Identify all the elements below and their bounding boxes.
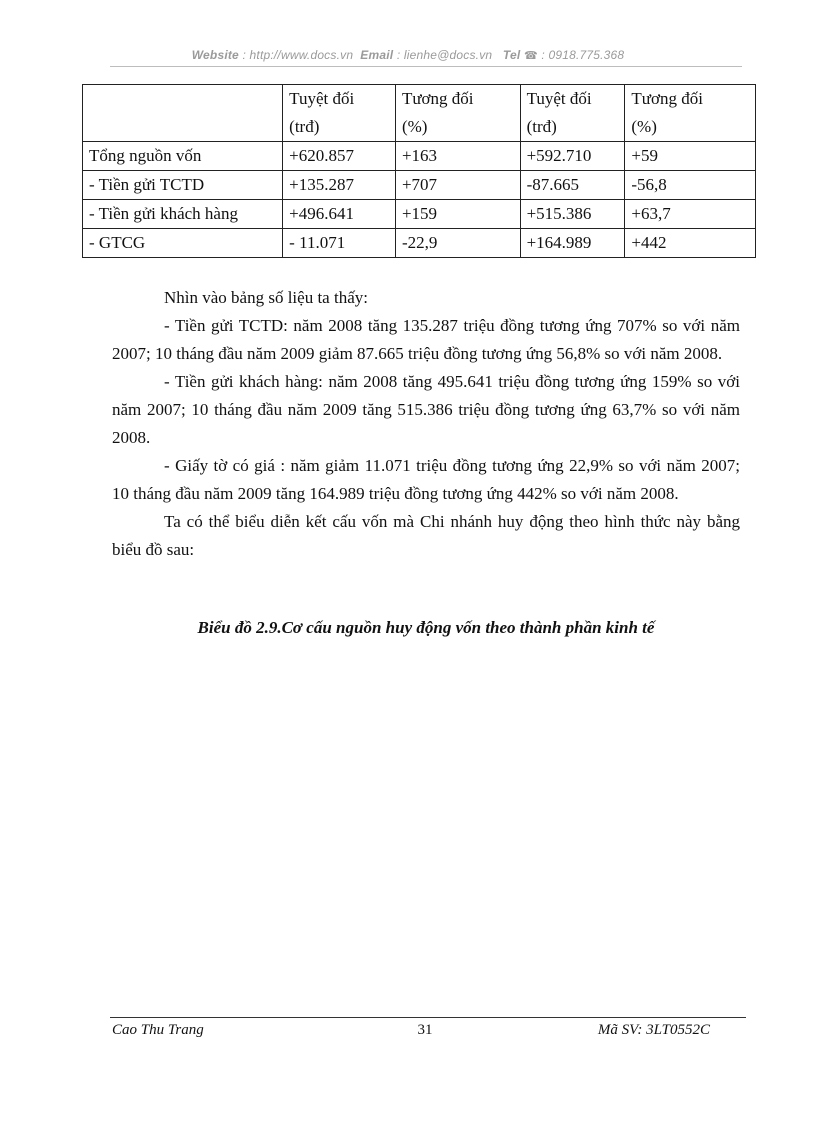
bullet-paragraph-customer-deposits: - Tiền gửi khách hàng: năm 2008 tăng 495.641 triệu đồng tương ứng 159% so với năm 2007; 10 tháng đầu năm 2009 tăng 515.386 triệu đồng tương ứng 63,7% so với năm 2008. [112,372,740,447]
website-label: Website [191,48,239,62]
table-cell: +163 [395,142,520,171]
body-text [112,284,740,564]
footer-author: Cao Thu Trang [112,1022,204,1038]
intro-paragraph: Nhìn vào bảng số liệu ta thấy: [164,288,368,307]
capital-change-table [82,84,756,258]
table-header-cell: Tuyệt đối (trđ) [283,85,396,142]
table-cell: - GTCG [83,229,283,258]
table-cell: +63,7 [625,200,756,229]
table-cell: +59 [625,142,756,171]
table-cell: -87.665 [520,171,625,200]
chart-caption: Biểu đồ 2.9.Cơ cấu nguồn huy động vốn theo thành phần kinh tế [197,618,655,637]
bullet-paragraph-valuable-papers: - Giấy tờ có giá : năm giảm 11.071 triệu đồng tương ứng 22,9% so với năm 2007; 10 tháng đầu năm 2009 tăng 164.989 triệu đồng tương ứng 442% so với năm 2008. [112,456,740,503]
page-header [0,48,816,62]
footer-page-number: 31 [417,1022,433,1038]
table-cell: - Tiền gửi TCTD [83,171,283,200]
table-cell: +442 [625,229,756,258]
table-header-cell: Tương đối (%) [395,85,520,142]
email-label: Email [360,48,394,62]
table-cell: +496.641 [283,200,396,229]
table-cell: +592.710 [520,142,625,171]
table-cell: - 11.071 [283,229,396,258]
table-row [83,229,756,258]
header-divider [110,66,742,67]
table-cell: +164.989 [520,229,625,258]
table-cell: +135.287 [283,171,396,200]
footer-divider [110,1017,746,1018]
table-cell: Tổng nguồn vốn [83,142,283,171]
table-cell: - Tiền gửi khách hàng [83,200,283,229]
table-header-row [83,85,756,142]
table-cell: -22,9 [395,229,520,258]
table-cell: +620.857 [283,142,396,171]
website-value: : http://www.docs.vn [242,48,354,62]
table-row [83,200,756,229]
table-cell: +515.386 [520,200,625,229]
table-header-cell: Tương đối (%) [625,85,756,142]
tel-value: : 0918.775.368 [541,48,625,62]
footer-student-id: Mã SV: 3LT0552C [597,1022,710,1038]
email-value: : lienhe@docs.vn [396,48,493,62]
table-header-cell: Tuyệt đối (trđ) [520,85,625,142]
table-row [83,171,756,200]
table-header-cell [83,85,283,142]
outro-paragraph: Ta có thể biểu diễn kết cấu vốn mà Chi nhánh huy động theo hình thức này bằng biểu đồ sau: [112,512,740,559]
telephone-icon: ☎ [523,50,538,62]
table-cell: -56,8 [625,171,756,200]
table-cell: +707 [395,171,520,200]
table-cell: +159 [395,200,520,229]
tel-label: Tel [502,48,521,62]
table-row [83,142,756,171]
bullet-paragraph-tctd: - Tiền gửi TCTD: năm 2008 tăng 135.287 triệu đồng tương ứng 707% so với năm 2007; 10 tháng đầu năm 2009 giảm 87.665 triệu đồng tương ứng 56,8% so với năm 2008. [112,316,740,363]
